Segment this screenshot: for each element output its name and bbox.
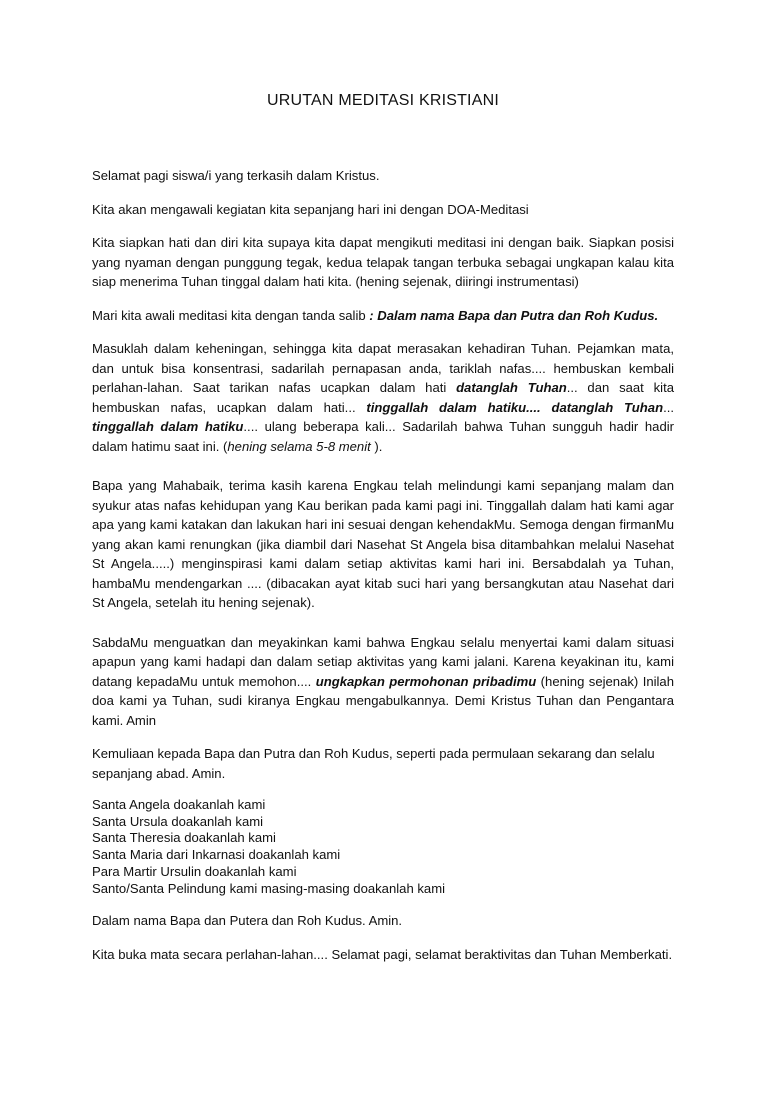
glory-paragraph: Kemuliaan kepada Bapa dan Putra dan Roh Kudus, seperti pada permulaan sekarang dan selalu sepanjang abad. Amin. <box>92 746 655 781</box>
silence-text-1: Masuklah dalam keheningan, sehingga kita dapat merasakan kehadiran Tuhan. Pejamkan mata, dan untuk bisa konsentrasi, sadarilah pernapasan anda, tariklah nafas.... hembuskan kembali perlahan-lahan. Saat tarikan nafas ucapkan dalam hati <box>92 341 674 395</box>
saints-litany <box>92 797 674 897</box>
saint-line: Santo/Santa Pelindung kami masing-masing doakanlah kami <box>92 880 446 896</box>
petition-italic: ungkapkan permohonan pribadimu <box>315 673 537 689</box>
petition-text-1: SabdaMu menguatkan dan meyakinkan kami bahwa Engkau selalu menyertai kami dalam situasi apapun yang kami hadapi dan dalam setiap aktivitas yang kami jalani. Karena keyakinan itu, kami datang kepadaMu untuk memohon.... <box>92 634 674 689</box>
saint-line: Para Martir Ursulin doakanlah kami <box>92 863 297 879</box>
sign-of-cross-phrase: : Dalam nama Bapa dan Putra dan Roh Kudus. <box>369 307 659 323</box>
silence-text-5: ). <box>370 438 383 454</box>
sign-of-cross-lead: Mari kita awali meditasi kita dengan tanda salib <box>92 307 370 323</box>
page-title: URUTAN MEDITASI KRISTIANI <box>267 92 499 109</box>
silence-italic-1: datanglah Tuhan <box>456 380 567 395</box>
closing-sign-paragraph: Dalam nama Bapa dan Putera dan Roh Kudus. Amin. <box>92 913 403 929</box>
opening-prayer-paragraph: Bapa yang Mahabaik, terima kasih karena Engkau telah melindungi kami sepanjang malam dan syukur atas nafas kehidupan yang Kau berikan pada kami pagi ini. Tinggallah dalam hati kami agar apa yang kami katakan dan lakukan hari ini sesuai dengan kehendakMu. Semoga dengan firmanMu yang akan kami renungkan (jika diambil dari Nasehat St Angela bisa ditambahkan melalui Nasehat St Angela.....) menginspirasi kami dalam setiap aktivitas kami hari ini. Bersabdalah ya Tuhan, hambaMu mendengarkan .... (dibacakan ayat kitab suci hari yang bersangkutan atau Nasehat dari St Angela, setelah itu hening sejenak). <box>92 478 674 610</box>
saint-line: Santa Ursula doakanlah kami <box>92 813 264 829</box>
preparation-paragraph: Kita siapkan hati dan diri kita supaya kita dapat mengikuti meditasi ini dengan baik. Siapkan posisi yang nyaman dengan punggung tegak, kedua telapak tangan terbuka sebagai ungkapan kalau kita siap menerima Tuhan tinggal dalam hati kita. (hening sejenak, diiringi instrumentasi) <box>92 235 674 289</box>
silence-italic-4: hening selama 5-8 menit <box>227 438 371 454</box>
saint-line: Santa Theresia doakanlah kami <box>92 830 276 846</box>
document-page <box>0 92 768 1116</box>
closing-paragraph: Kita buka mata secara perlahan-lahan.... Selamat pagi, selamat beraktivitas dan Tuhan Memberkati. <box>92 946 673 962</box>
silence-text-2: ... dan saat kita hembuskan nafas, ucapkan dalam hati... <box>92 380 674 415</box>
sign-of-cross-paragraph <box>92 306 674 326</box>
intro-paragraph: Kita akan mengawali kegiatan kita sepanjang hari ini dengan DOA-Meditasi <box>92 201 529 217</box>
silence-italic-2: tinggallah dalam hatiku.... datanglah Tuhan <box>366 399 664 415</box>
petition-prayer-paragraph <box>92 633 674 731</box>
silence-italic-3: tinggallah dalam hatiku <box>92 419 244 434</box>
petition-text-2: (hening sejenak) Inilah doa kami ya Tuhan, sudi kiranya Engkau mengabulkannya. Demi Kristus Tuhan dan Pengantara kami. Amin <box>92 673 674 728</box>
silence-paragraph <box>92 339 674 456</box>
greeting: Selamat pagi siswa/i yang terkasih dalam Kristus. <box>92 168 380 183</box>
silence-text-4: .... ulang beberapa kali... Sadarilah bahwa Tuhan sungguh hadir hadir dalam hatimu saat ini. ( <box>92 419 674 454</box>
saint-line: Santa Angela doakanlah kami <box>92 797 266 812</box>
saint-line: Santa Maria dari Inkarnasi doakanlah kami <box>92 847 341 863</box>
silence-text-3: ... <box>663 399 675 415</box>
